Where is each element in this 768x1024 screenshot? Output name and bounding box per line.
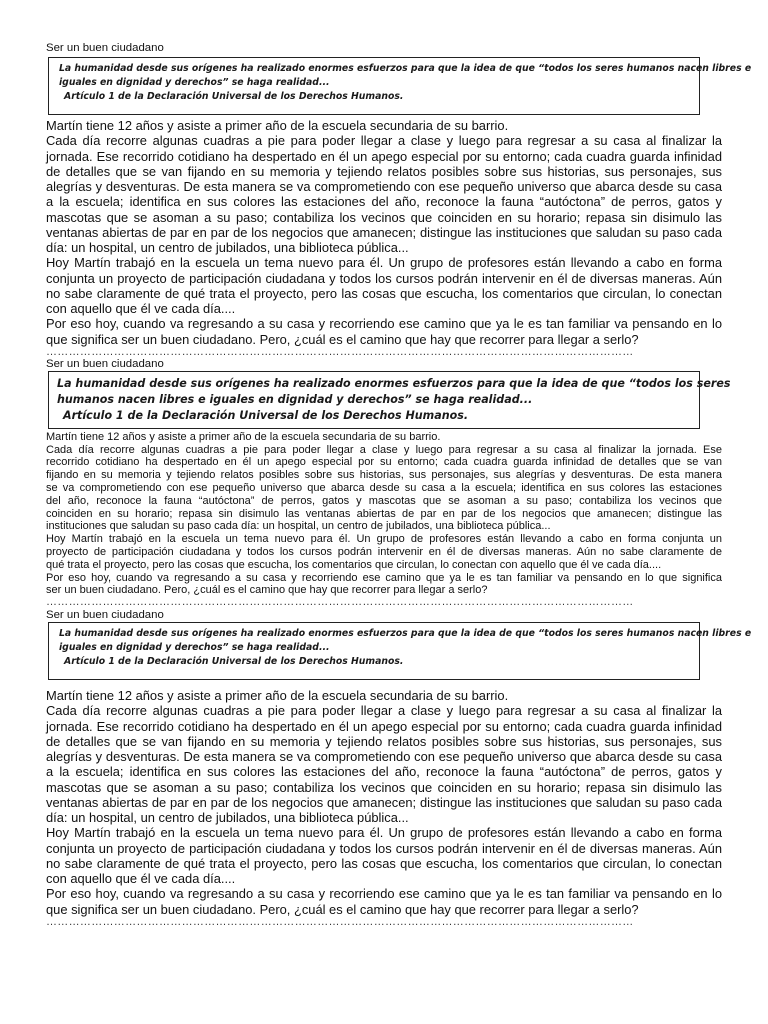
answer-dotted-line: ………………………………………………………………………………………………………………………………………… <box>46 346 634 357</box>
document-section-3 <box>46 608 752 927</box>
body-text <box>46 688 722 917</box>
body-line: Martín tiene 12 años y asiste a primer año de la escuela secundaria de su barrio. <box>46 118 509 133</box>
quote-box <box>48 371 731 429</box>
body-line: qué trata el proyecto, pero las cosas que escucha, los comentarios que circulan, lo conectan con aquello que él ve cada día.... <box>46 558 662 571</box>
body-line: Por eso hoy, cuando va regresando a su casa y recorriendo ese camino que ya le es tan familiar va pensando en lo que significa <box>46 571 722 584</box>
body-line: proyecto de participación ciudadana y todos los cursos podrán intervenir en él de diversas maneras. Aún no sabe claramente de <box>46 545 722 558</box>
section-title: Ser un buen ciudadano <box>46 42 164 54</box>
body-line: mascotas que se asoman a su paso; contabiliza los vecinos que coinciden en su horario; repasa sin disimulo las <box>46 779 722 795</box>
body-line: conjunta un proyecto de participación ciudadana y todos los cursos podrán intervenir en él de diversas maneras. Aún <box>46 840 722 856</box>
body-line: no sabe claramente de qué trata el proyecto, pero las cosas que escucha, los comentarios que circulan, lo conectan <box>46 285 722 301</box>
body-line: ventanas abiertas de par en par de los negocios que amanecen; distingue las instituciones que saludan su paso cada <box>46 794 722 810</box>
quote-line: La humanidad desde sus orígenes ha realizado enormes esfuerzos para que la idea de que “todos los seres <box>57 376 731 390</box>
body-line: ser un buen ciudadano. Pero, ¿cuál es el camino que hay que recorrer para llegar a serlo? <box>46 584 488 597</box>
document-page <box>46 40 752 927</box>
body-line: Martín tiene 12 años y asiste a primer año de la escuela secundaria de su barrio. <box>46 430 441 443</box>
quote-line: humanos nacen libres e iguales en dignidad y derechos” se haga realidad... <box>57 392 533 406</box>
body-line: de detalles que se van fijando en su memoria y tejiendo relatos posibles sobre sus historias, sus personajes, sus <box>46 163 722 179</box>
body-line: Hoy Martín trabajó en la escuela un tema nuevo para él. Un grupo de profesores están llevando a cabo en forma <box>46 255 722 271</box>
body-line: coinciden en su horario; repasa sin disimulo las ventanas abiertas de par en par de los negocios que amanecen; distingue las <box>46 507 722 520</box>
body-line: que significa ser un buen ciudadano. Pero, ¿cuál es el camino que hay que recorrer para llegar a serlo? <box>46 901 639 917</box>
body-line: no sabe claramente de qué trata el proyecto, pero las cosas que escucha, los comentarios que circulan, lo conectan <box>46 855 722 871</box>
body-line: se va comprometiendo con ese pequeño universo que abarca desde su casa a la escuela; identifica en sus colores las estaciones <box>46 481 722 494</box>
quote-attribution: Artículo 1 de la Declaración Universal de los Derechos Humanos. <box>63 408 469 422</box>
answer-dotted-line: ………………………………………………………………………………………………………………………………………… <box>46 597 634 608</box>
document-section-2 <box>46 357 731 608</box>
body-line: con aquello que él ve cada día.... <box>46 871 236 887</box>
quote-attribution: Artículo 1 de la Declaración Universal de los Derechos Humanos. <box>64 91 404 102</box>
quote-box <box>48 57 752 115</box>
body-line: Martín tiene 12 años y asiste a primer año de la escuela secundaria de su barrio. <box>46 688 509 704</box>
body-line: día: un hospital, un centro de jubilados, una biblioteca pública... <box>46 810 409 826</box>
body-line: Hoy Martín trabajó en la escuela un tema nuevo para él. Un grupo de profesores están llevando a cabo en forma conjunta un <box>46 533 722 546</box>
body-line: recorrido cotidiano ha despertado en él un apego especial por su entorno; cada cuadra guarda infinidad de detalles que se van <box>46 456 722 469</box>
body-line: Cada día recorre algunas cuadras a pie para poder llegar a clase y luego para regresar a su casa al finalizar la <box>46 703 722 719</box>
quote-box <box>48 622 752 680</box>
quote-attribution: Artículo 1 de la Declaración Universal de los Derechos Humanos. <box>64 656 404 668</box>
body-line: a la escuela; identifica en sus colores las estaciones del año, reconoce la fauna “autóctona” de perros, gatos y <box>46 764 722 780</box>
body-line: que significa ser un buen ciudadano. Pero, ¿cuál es el camino que hay que recorrer para llegar a serlo? <box>46 331 639 347</box>
quote-line: La humanidad desde sus orígenes ha realizado enormes esfuerzos para que la idea de que “todos los seres humanos nacen libres e <box>59 628 752 640</box>
body-line: alegrías y desventuras. De esta manera se va comprometiendo con ese pequeño universo que abarca desde su casa <box>46 749 722 765</box>
section-title: Ser un buen ciudadano <box>46 357 164 370</box>
body-line: jornada. Ese recorrido cotidiano ha despertado en él un apego especial por su entorno; cada cuadra guarda infinidad <box>46 148 722 164</box>
body-line: Hoy Martín trabajó en la escuela un tema nuevo para él. Un grupo de profesores están llevando a cabo en forma <box>46 825 722 841</box>
body-line: Por eso hoy, cuando va regresando a su casa y recorriendo ese camino que ya le es tan familiar va pensando en lo <box>46 886 722 902</box>
body-line: ventanas abiertas de par en par de los negocios que amanecen; distingue las instituciones que saludan su paso cada <box>46 224 722 240</box>
quote-line: iguales en dignidad y derechos” se haga realidad... <box>59 77 330 88</box>
section-title: Ser un buen ciudadano <box>46 609 164 622</box>
answer-dotted-line: ………………………………………………………………………………………………………………………………………… <box>46 916 634 927</box>
body-line: jornada. Ese recorrido cotidiano ha despertado en él un apego especial por su entorno; cada cuadra guarda infinidad <box>46 718 722 734</box>
body-line: conjunta un proyecto de participación ciudadana y todos los cursos podrán intervenir en él de diversas maneras. Aún <box>46 270 722 286</box>
body-line: alegrías y desventuras. De esta manera se va comprometiendo con ese pequeño universo que abarca desde su casa <box>46 179 722 194</box>
body-line: instituciones que saludan su paso cada día: un hospital, un centro de jubilados, una biblioteca pública... <box>46 520 551 533</box>
body-line: fijando en su memoria y tejiendo relatos posibles sobre sus historias, sus personajes, sus alegrías y desventuras. De esta manera <box>46 469 722 482</box>
body-line: Cada día recorre algunas cuadras a pie para poder llegar a clase y luego para regresar a su casa al finalizar la jornada. Ese <box>46 443 722 456</box>
body-line: a la escuela; identifica en sus colores las estaciones del año, reconoce la fauna “autóctona” de perros, gatos y <box>46 194 722 210</box>
body-line: mascotas que se asoman a su paso; contabiliza los vecinos que coinciden en su horario; repasa sin disimulo las <box>46 209 722 225</box>
document-section-1 <box>46 40 752 357</box>
body-line: Por eso hoy, cuando va regresando a su casa y recorriendo ese camino que ya le es tan familiar va pensando en lo <box>46 316 722 332</box>
body-line: con aquello que él ve cada día.... <box>46 301 236 316</box>
body-line: del año, reconoce la fauna “autóctona” de perros, gatos y mascotas que se asoman a su paso; contabiliza los vecinos que <box>46 494 722 507</box>
quote-line: La humanidad desde sus orígenes ha realizado enormes esfuerzos para que la idea de que “todos los seres humanos nacen libres e <box>59 63 752 74</box>
quote-line: iguales en dignidad y derechos” se haga realidad... <box>59 642 330 654</box>
body-text <box>46 118 722 347</box>
body-line: día: un hospital, un centro de jubilados, una biblioteca pública... <box>46 240 409 255</box>
body-line: de detalles que se van fijando en su memoria y tejiendo relatos posibles sobre sus historias, sus personajes, sus <box>46 733 722 749</box>
body-line: Cada día recorre algunas cuadras a pie para poder llegar a clase y luego para regresar a su casa al finalizar la <box>46 133 722 149</box>
body-text <box>46 431 722 597</box>
